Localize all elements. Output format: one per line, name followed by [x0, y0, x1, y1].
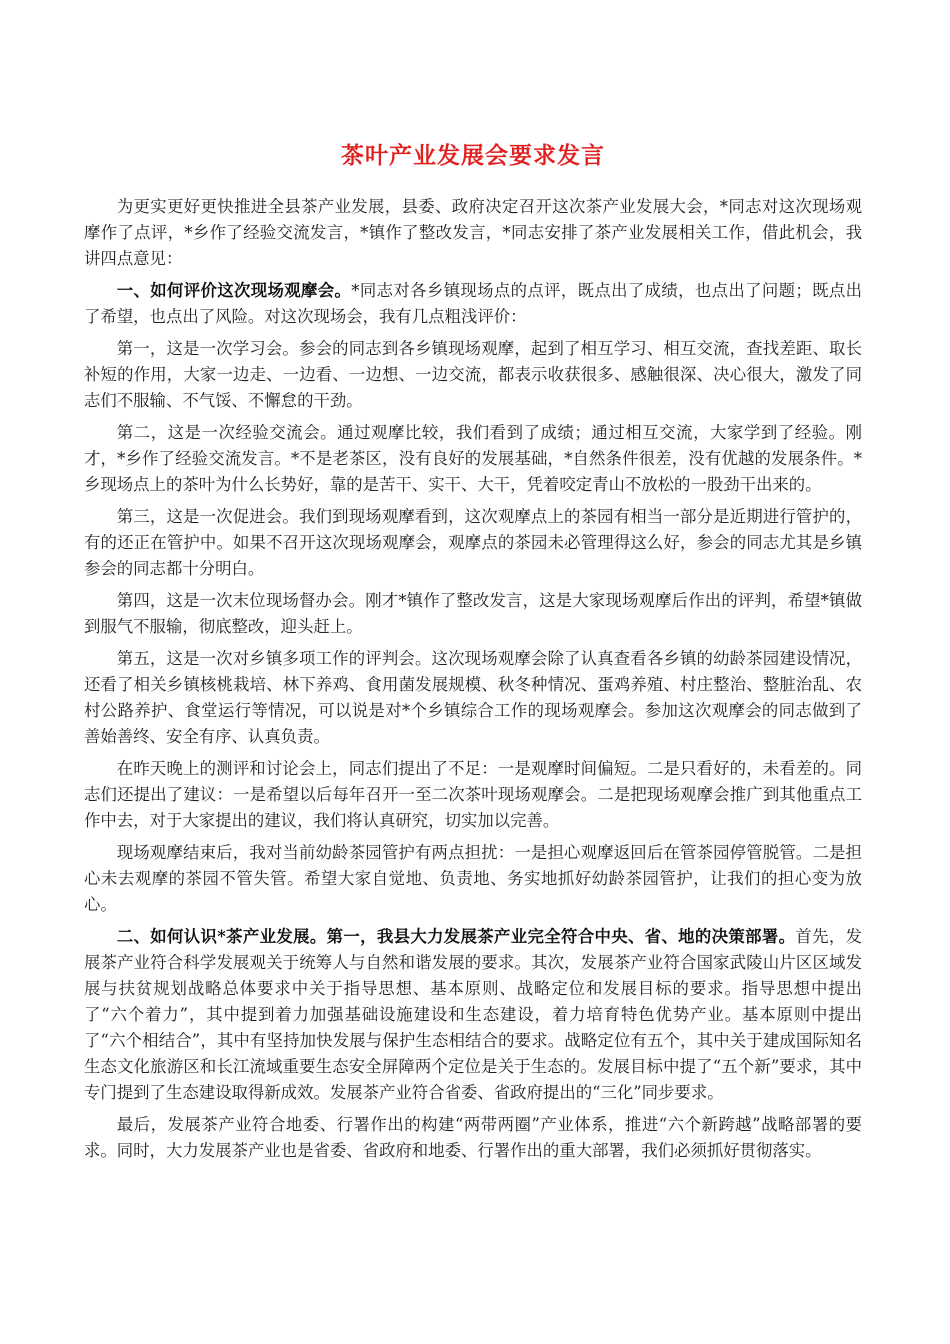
body-paragraph [84, 504, 862, 582]
paragraph-text: 第二，这是一次经验交流会。通过观摩比较，我们看到了成绩；通过相互交流，大家学到了经验。刚才，*乡作了经验交流发言。*不是老茶区，没有良好的发展基础，*自然条件很差，没有优越的发展条件。*乡现场点上的茶叶为什么长势好，靠的是苦干、实干、大干，凭着咬定青山不放松的一股劲干出来的。 [84, 423, 862, 494]
section-heading: 一、如何评价这次现场观摩会。 [116, 281, 352, 300]
section-one-heading-paragraph [84, 278, 862, 330]
section-two-heading-paragraph [84, 924, 862, 1106]
body-paragraph [84, 756, 862, 834]
paragraph-text: 首先，发展茶产业符合科学发展观关于统筹人与自然和谐发展的要求。其次，发展茶产业符合国家武陵山片区区域发展与扶贫规划战略总体要求中关于指导思想、基本原则、战略定位和发展目标的要求。指导思想中提出了“六个着力”，其中提到着力加强基础设施建设和生态建设，着力培育特色优势产业。基本原则中提出了“六个相结合”，其中有坚持加快发展与保护生态相结合的要求。战略定位有五个，其中关于建成国际知名生态文化旅游区和长江流域重要生态安全屏障两个定位是关于生态的。发展目标中提了“五个新”要求，其中专门提到了生态建设取得新成效。发展茶产业符合省委、省政府提出的“三化”同步要求。 [84, 927, 863, 1102]
body-paragraph [84, 1112, 862, 1164]
paragraph-text: 在昨天晚上的测评和讨论会上，同志们提出了不足：一是观摩时间偏短。二是只看好的，未看差的。同志们还提出了建议：一是希望以后每年召开一至二次茶叶现场观摩会。二是把现场观摩会推广到其他重点工作中去，对于大家提出的建议，我们将认真研究，切实加以完善。 [84, 759, 862, 830]
paragraph-text: 第一，这是一次学习会。参会的同志到各乡镇现场观摩，起到了相互学习、相互交流，查找差距、取长补短的作用，大家一边走、一边看、一边想、一边交流，都表示收获很多、感触很深、决心很大，激发了同志们不服输、不气馁、不懈怠的干劲。 [84, 339, 862, 410]
paragraph-text: 最后，发展茶产业符合地委、行署作出的构建“两带两圈”产业体系，推进“六个新跨越”战略部署的要求。同时，大力发展茶产业也是省委、省政府和地委、行署作出的重大部署，我们必须抓好贯彻落实。 [84, 1115, 862, 1160]
paragraph-text: 现场观摩结束后，我对当前幼龄茶园管护有两点担扰：一是担心观摩返回后在管茶园停管脱管。二是担心未去观摩的茶园不管失管。希望大家自觉地、负责地、务实地抓好幼龄茶园管护，让我们的担心变为放心。 [84, 843, 862, 914]
section-heading: 二、如何认识*茶产业发展。第一，我县大力发展茶产业完全符合中央、省、地的决策部署。 [116, 927, 796, 946]
document-title: 茶叶产业发展会要求发言 [341, 142, 605, 169]
paragraph-text: 第三，这是一次促进会。我们到现场观摩看到，这次观摩点上的茶园有相当一部分是近期进行管护的，有的还正在管护中。如果不召开这次现场观摩会，观摩点的茶园未必管理得这么好，参会的同志尤其是乡镇参会的同志都十分明白。 [84, 507, 862, 578]
body-paragraph [84, 646, 862, 750]
intro-paragraph [84, 194, 862, 272]
body-paragraph [84, 420, 862, 498]
paragraph-text: 第四，这是一次末位现场督办会。刚才*镇作了整改发言，这是大家现场观摩后作出的评判，希望*镇做到服气不服输，彻底整改，迎头赶上。 [84, 591, 862, 636]
paragraph-text: *同志对各乡镇现场点的点评，既点出了成绩，也点出了问题；既点出了希望，也点出了风险。对这次现场会，我有几点粗浅评价： [84, 281, 862, 326]
paragraph-text: 第五，这是一次对乡镇多项工作的评判会。这次现场观摩会除了认真查看各乡镇的幼龄茶园建设情况，还看了相关乡镇核桃栽培、林下养鸡、食用菌发展规模、秋冬种情况、蛋鸡养殖、村庄整治、整脏治乱、农村公路养护、食堂运行等情况，可以说是对*个乡镇综合工作的现场观摩会。参加这次观摩会的同志做到了善始善终、安全有序、认真负责。 [84, 649, 862, 746]
body-paragraph [84, 588, 862, 640]
paragraph-text: 为更实更好更快推进全县茶产业发展，县委、政府决定召开这次茶产业发展大会，*同志对这次现场观摩作了点评，*乡作了经验交流发言，*镇作了整改发言，*同志安排了茶产业发展相关工作，借此机会，我讲四点意见： [84, 197, 862, 268]
body-paragraph [84, 336, 862, 414]
body-paragraph [84, 840, 862, 918]
